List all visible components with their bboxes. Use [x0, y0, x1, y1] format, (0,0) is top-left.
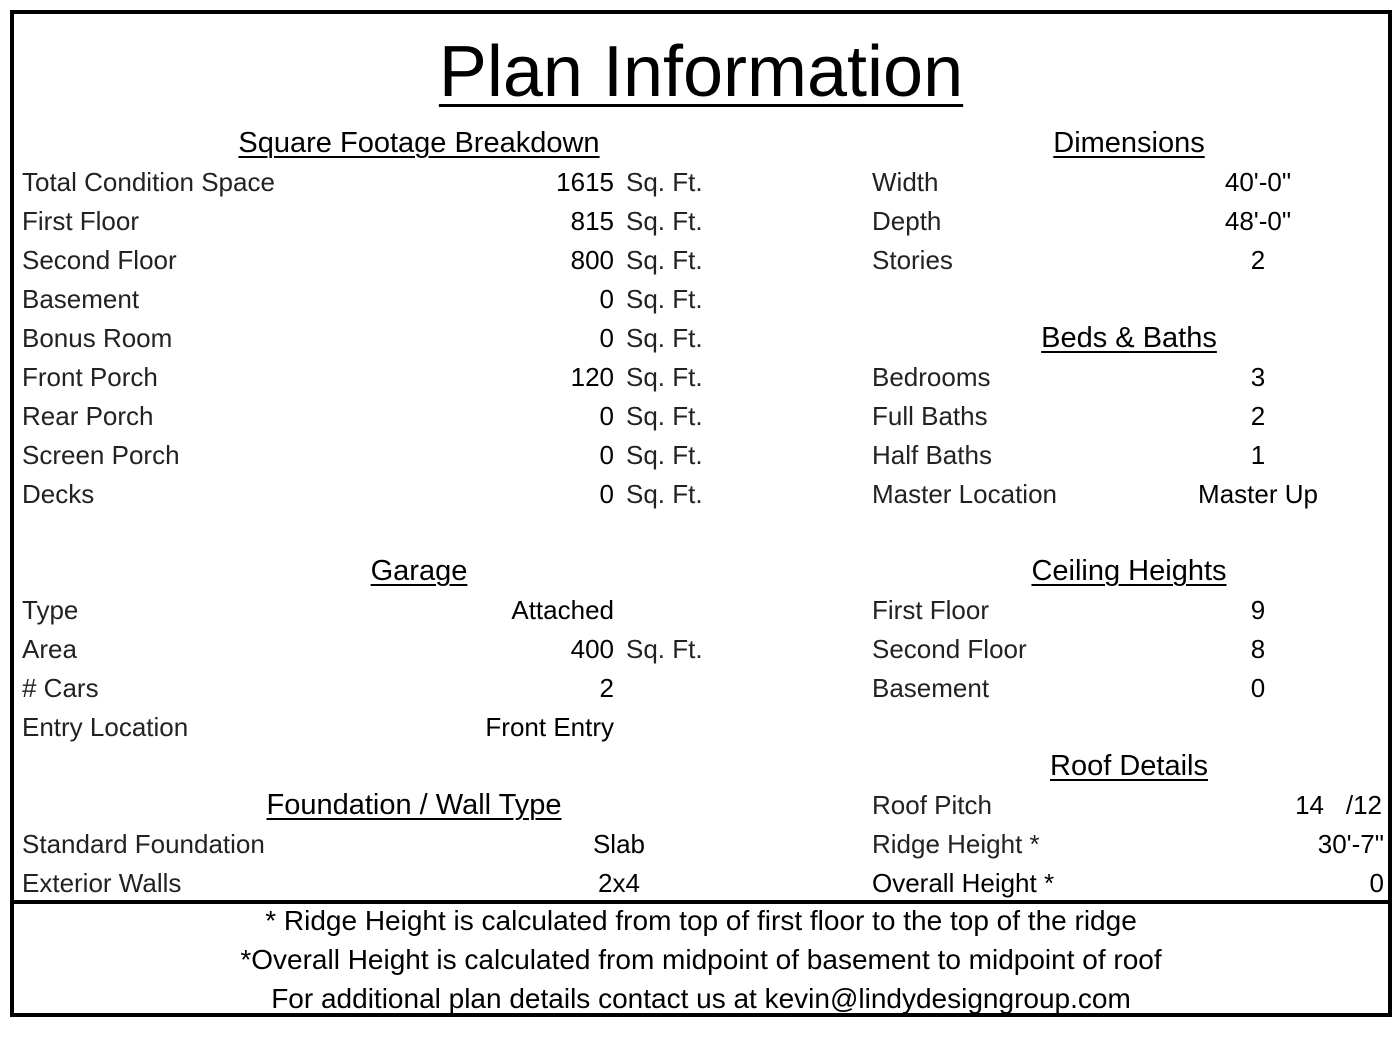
overall-height-note: *Overall Height is calculated from midpoint of basement to midpoint of roof — [240, 944, 1162, 975]
row-unit: Sq. Ft. — [626, 206, 703, 236]
row-value: 0 — [599, 401, 614, 431]
row-label: Rear Porch — [22, 401, 154, 431]
row-value: 0 — [599, 323, 614, 353]
row-value: 400 — [570, 634, 614, 664]
row-value: 800 — [570, 245, 614, 275]
row-unit: Sq. Ft. — [626, 634, 703, 664]
dimensions-heading — [1024, 126, 1234, 160]
roof-pitch-rise: 14 — [1295, 790, 1324, 820]
row-value: 120 — [570, 362, 614, 392]
row-value: 815 — [570, 206, 614, 236]
roof-details-heading — [1024, 749, 1234, 783]
row-value: Slab — [592, 829, 646, 859]
row-label: Second Floor — [872, 634, 1027, 664]
roof-pitch-label: Roof Pitch — [872, 790, 992, 820]
row-value: 0 — [1250, 673, 1266, 703]
row-label: # Cars — [22, 673, 99, 703]
row-label: Stories — [872, 245, 953, 275]
row-label: Area — [22, 634, 77, 664]
foundation-heading — [214, 788, 614, 822]
row-label: Decks — [22, 479, 95, 509]
ridge-height-note: * Ridge Height is calculated from top of first floor to the top of the ridge — [265, 905, 1137, 936]
row-label: Master Location — [872, 479, 1057, 509]
foundation-heading-text: Foundation / Wall Type — [266, 789, 562, 821]
row-label: Front Porch — [22, 362, 158, 392]
row-unit: Sq. Ft. — [626, 362, 703, 392]
row-unit: Sq. Ft. — [626, 440, 703, 470]
square-footage-heading — [214, 126, 624, 160]
row-value: Master Up — [1198, 479, 1318, 509]
page-title — [14, 32, 1388, 112]
row-value: 9 — [1250, 595, 1266, 625]
ceiling-heights-heading-text: Ceiling Heights — [1031, 555, 1227, 587]
row-label: First Floor — [872, 595, 989, 625]
row-label: Basement — [872, 673, 990, 703]
row-unit: Sq. Ft. — [626, 167, 703, 197]
row-label: Bedrooms — [872, 362, 991, 392]
row-value: Attached — [511, 595, 614, 625]
page-title-text: Plan Information — [438, 32, 964, 112]
row-value: 1615 — [556, 167, 614, 197]
row-label: Standard Foundation — [22, 829, 265, 859]
contact-note: For additional plan details contact us at kevin@lindydesigngroup.com — [271, 983, 1131, 1014]
row-label: Full Baths — [872, 401, 988, 431]
row-value: 2x4 — [598, 868, 640, 898]
row-label: First Floor — [22, 206, 139, 236]
square-footage-heading-text: Square Footage Breakdown — [238, 127, 600, 159]
ceiling-heights-heading — [1004, 554, 1254, 588]
row-label: Width — [872, 167, 939, 197]
garage-heading — [314, 554, 524, 588]
row-value: 40'-0" — [1224, 167, 1292, 197]
overall-height-label: Overall Height * — [872, 868, 1055, 898]
plan-information-sheet — [10, 10, 1392, 1017]
overall-height-value: 0 — [1369, 868, 1384, 898]
row-value: 0 — [599, 284, 614, 314]
row-value: Front Entry — [485, 712, 614, 742]
row-value: 2 — [1250, 401, 1266, 431]
row-label: Total Condition Space — [22, 167, 275, 197]
row-value: 1 — [1250, 440, 1266, 470]
row-unit: Sq. Ft. — [626, 401, 703, 431]
row-label: Type — [22, 595, 79, 625]
ridge-height-value: 30'-7" — [1317, 829, 1384, 859]
row-label: Exterior Walls — [22, 868, 182, 898]
row-label: Screen Porch — [22, 440, 180, 470]
row-label: Depth — [872, 206, 942, 236]
row-label: Entry Location — [22, 712, 189, 742]
row-value: 3 — [1250, 362, 1266, 392]
roof-details-heading-text: Roof Details — [1050, 750, 1208, 782]
dimensions-heading-text: Dimensions — [1053, 127, 1205, 159]
row-value: 8 — [1250, 634, 1266, 664]
row-value: 0 — [599, 440, 614, 470]
row-unit: Sq. Ft. — [626, 284, 703, 314]
row-label: Half Baths — [872, 440, 992, 470]
row-unit: Sq. Ft. — [626, 479, 703, 509]
roof-pitch-run: /12 — [1345, 790, 1382, 820]
beds-baths-heading — [1014, 321, 1244, 355]
row-unit: Sq. Ft. — [626, 245, 703, 275]
row-label: Bonus Room — [22, 323, 173, 353]
row-label: Basement — [22, 284, 140, 314]
row-value: 48'-0" — [1224, 206, 1292, 236]
row-value: 0 — [599, 479, 614, 509]
row-value: 2 — [599, 673, 614, 703]
row-value: 2 — [1250, 245, 1266, 275]
row-unit: Sq. Ft. — [626, 323, 703, 353]
row-label: Second Floor — [22, 245, 177, 275]
beds-baths-heading-text: Beds & Baths — [1041, 322, 1217, 354]
ridge-height-label: Ridge Height * — [872, 829, 1040, 859]
garage-heading-text: Garage — [370, 555, 468, 587]
